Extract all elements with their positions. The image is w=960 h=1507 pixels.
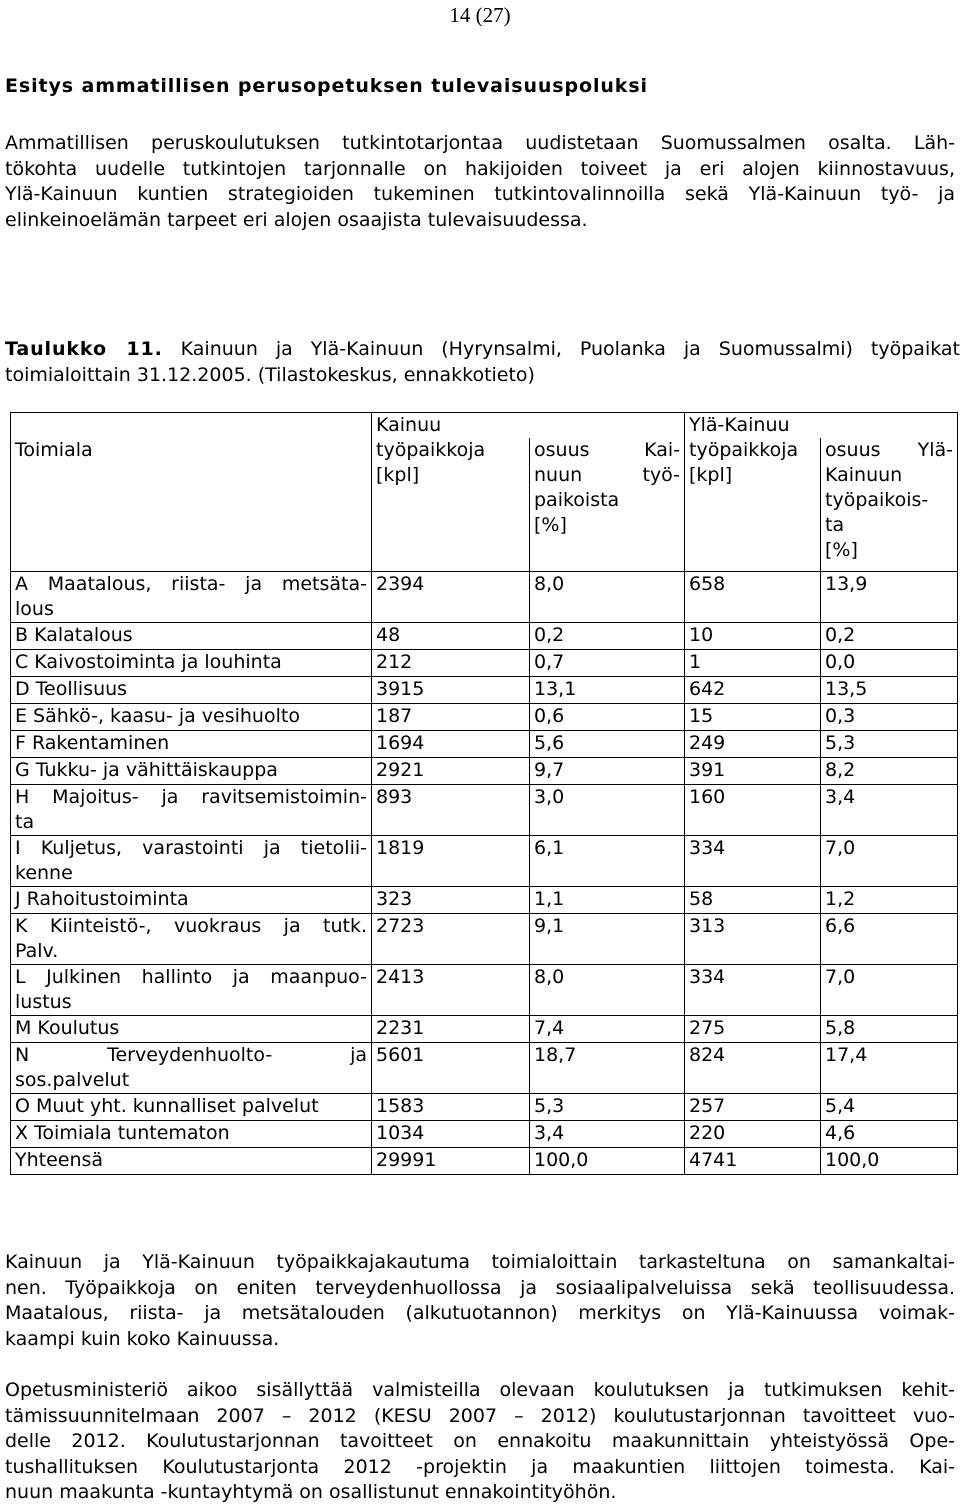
cell-ylakainuu-jobs: 313 — [685, 914, 821, 965]
paragraph-line: tämissuunnitelmaan 2007 – 2012 (KESU 2007 – 2012) koulutustarjonnan tavoitteet vuo- — [5, 1404, 955, 1427]
cell-ylakainuu-jobs: 658 — [685, 572, 821, 623]
cell-toimiala: B Kalatalous — [11, 623, 372, 650]
cell-kainuu-jobs: 893 — [372, 785, 530, 836]
cell-ylakainuu-share: 8,2 — [821, 758, 958, 785]
section-heading: Esitys ammatillisen perusopetuksen tulevaisuuspoluksi — [5, 75, 648, 97]
header-toimiala: Toimiala — [11, 438, 372, 572]
paragraph-line: Kainuun ja Ylä-Kainuun työpaikkajakautuma toimialoittain tarkasteltuna on samankaltai- — [5, 1251, 955, 1273]
cell-ylakainuu-jobs: 249 — [685, 731, 821, 758]
intro-paragraph — [5, 131, 955, 233]
cell-toimiala: E Sähkö-, kaasu- ja vesihuolto — [11, 704, 372, 731]
cell-ylakainuu-share: 100,0 — [821, 1148, 958, 1175]
cell-kainuu-share: 3,0 — [530, 785, 685, 836]
cell-toimiala: M Koulutus — [11, 1016, 372, 1043]
cell-kainuu-jobs: 3915 — [372, 677, 530, 704]
cell-ylakainuu-jobs: 642 — [685, 677, 821, 704]
table-row — [11, 914, 958, 965]
table-row — [11, 731, 958, 758]
caption-title: Kainuun ja Ylä-Kainuun (Hyrynsalmi, Puolanka ja Suomussalmi) työpaikat — [180, 338, 960, 360]
cell-ylakainuu-share: 3,4 — [821, 785, 958, 836]
cell-ylakainuu-jobs: 4741 — [685, 1148, 821, 1175]
paragraph-summary — [5, 1250, 955, 1352]
cell-kainuu-jobs: 1694 — [372, 731, 530, 758]
cell-kainuu-jobs: 5601 — [372, 1043, 530, 1094]
paragraph-line: tushallituksen Koulutustarjonta 2012 -projektin ja maakuntien liittojen toimesta. Kai- — [5, 1455, 955, 1478]
cell-kainuu-jobs: 48 — [372, 623, 530, 650]
cell-ylakainuu-share: 0,3 — [821, 704, 958, 731]
header-blank — [11, 413, 372, 439]
header-kainuu-share: osuus Kai- nuun työ- paikoista [%] — [530, 438, 685, 572]
cell-ylakainuu-share: 13,9 — [821, 572, 958, 623]
paragraph-ministry — [5, 1378, 955, 1506]
cell-kainuu-jobs: 2723 — [372, 914, 530, 965]
paragraph-line: kaampi kuin koko Kainuussa. — [5, 1327, 280, 1350]
cell-kainuu-share: 9,1 — [530, 914, 685, 965]
cell-kainuu-share: 8,0 — [530, 572, 685, 623]
cell-toimiala: H Majoitus- ja ravitsemistoimin- ta — [11, 785, 372, 836]
cell-ylakainuu-share: 6,6 — [821, 914, 958, 965]
caption-source: toimialoittain 31.12.2005. (Tilastokeskus, ennakkotieto) — [5, 363, 535, 386]
paragraph-line: delle 2012. Koulutustarjonnan tavoitteet on ennakoitu maakunnittain yhteistyössä Ope- — [5, 1430, 955, 1452]
cell-toimiala: X Toimiala tuntematon — [11, 1121, 372, 1148]
cell-ylakainuu-jobs: 160 — [685, 785, 821, 836]
cell-kainuu-jobs: 1819 — [372, 836, 530, 887]
table-row — [11, 785, 958, 836]
table-row — [11, 1043, 958, 1094]
cell-toimiala: A Maatalous, riista- ja metsäta- lous — [11, 572, 372, 623]
cell-ylakainuu-share: 7,0 — [821, 836, 958, 887]
table-row — [11, 1148, 958, 1175]
table-row — [11, 965, 958, 1016]
cell-kainuu-jobs: 1034 — [372, 1121, 530, 1148]
paragraph-line: nuun maakunta -kuntayhtymä on osallistunut ennakointityöhön. — [5, 1481, 617, 1503]
table-row — [11, 704, 958, 731]
cell-ylakainuu-jobs: 334 — [685, 965, 821, 1016]
cell-kainuu-share: 1,1 — [530, 887, 685, 914]
intro-line: tökohta uudelle tutkintojen tarjonnalle on hakijoiden toiveet ja eri alojen kiinnostavuus, — [5, 157, 955, 180]
caption-label: Taulukko 11. — [5, 338, 163, 360]
table-row — [11, 1016, 958, 1043]
table-row — [11, 836, 958, 887]
intro-line: Ylä-Kainuun kuntien strategioiden tukeminen tutkintovalinnoilla sekä Ylä-Kainuun työ- ja — [5, 183, 955, 205]
cell-toimiala: D Teollisuus — [11, 677, 372, 704]
cell-kainuu-share: 13,1 — [530, 677, 685, 704]
cell-kainuu-jobs: 323 — [372, 887, 530, 914]
cell-ylakainuu-share: 7,0 — [821, 965, 958, 1016]
header-group-kainuu: Kainuu — [372, 413, 530, 439]
cell-kainuu-share: 0,2 — [530, 623, 685, 650]
cell-toimiala: Yhteensä — [11, 1148, 372, 1175]
page-number: 14 (27) — [449, 3, 511, 27]
table-row — [11, 1121, 958, 1148]
cell-kainuu-share: 0,7 — [530, 650, 685, 677]
header-group-ylakainuu: Ylä-Kainuu — [685, 413, 821, 439]
paragraph-line: Maatalous, riista- ja metsätalouden (alkutuotannon) merkitys on Ylä-Kainuussa voimak- — [5, 1302, 955, 1324]
cell-ylakainuu-share: 5,4 — [821, 1094, 958, 1121]
cell-toimiala: L Julkinen hallinto ja maanpuo- lustus — [11, 965, 372, 1016]
table-row — [11, 1094, 958, 1121]
cell-kainuu-share: 9,7 — [530, 758, 685, 785]
cell-ylakainuu-jobs: 1 — [685, 650, 821, 677]
cell-ylakainuu-jobs: 391 — [685, 758, 821, 785]
cell-ylakainuu-jobs: 220 — [685, 1121, 821, 1148]
cell-kainuu-share: 8,0 — [530, 965, 685, 1016]
header-kainuu-jobs: työpaikkoja [kpl] — [372, 438, 530, 572]
cell-ylakainuu-share: 0,0 — [821, 650, 958, 677]
header-ylakainuu-jobs: työpaikkoja [kpl] — [685, 438, 821, 572]
table-row — [11, 650, 958, 677]
table-row — [11, 677, 958, 704]
cell-kainuu-jobs: 1583 — [372, 1094, 530, 1121]
cell-kainuu-share: 100,0 — [530, 1148, 685, 1175]
cell-kainuu-jobs: 2231 — [372, 1016, 530, 1043]
cell-kainuu-share: 0,6 — [530, 704, 685, 731]
cell-toimiala: K Kiinteistö-, vuokraus ja tutk. Palv. — [11, 914, 372, 965]
employment-table — [10, 412, 958, 1175]
cell-kainuu-jobs: 29991 — [372, 1148, 530, 1175]
cell-ylakainuu-share: 13,5 — [821, 677, 958, 704]
cell-kainuu-share: 6,1 — [530, 836, 685, 887]
cell-kainuu-jobs: 2921 — [372, 758, 530, 785]
cell-ylakainuu-jobs: 275 — [685, 1016, 821, 1043]
cell-kainuu-jobs: 2394 — [372, 572, 530, 623]
cell-ylakainuu-share: 5,8 — [821, 1016, 958, 1043]
cell-ylakainuu-share: 5,3 — [821, 731, 958, 758]
cell-ylakainuu-share: 0,2 — [821, 623, 958, 650]
header-ylakainuu-share: osuus Ylä- Kainuun työpaikois- ta [%] — [821, 438, 958, 572]
cell-ylakainuu-share: 1,2 — [821, 887, 958, 914]
cell-ylakainuu-jobs: 257 — [685, 1094, 821, 1121]
cell-kainuu-jobs: 212 — [372, 650, 530, 677]
cell-ylakainuu-jobs: 10 — [685, 623, 821, 650]
cell-kainuu-share: 7,4 — [530, 1016, 685, 1043]
intro-line: Ammatillisen peruskoulutuksen tutkintotarjontaa uudistetaan Suomussalmen osalta. Läh- — [5, 132, 955, 154]
cell-kainuu-share: 18,7 — [530, 1043, 685, 1094]
table-row — [11, 623, 958, 650]
intro-line: elinkeinoelämän tarpeet eri alojen osaajista tulevaisuudessa. — [5, 208, 588, 231]
paragraph-line: nen. Työpaikkoja on eniten terveydenhuollossa ja sosiaalipalveluissa sekä teollisuudessa. — [5, 1276, 955, 1299]
cell-kainuu-share: 5,3 — [530, 1094, 685, 1121]
table-row — [11, 887, 958, 914]
cell-toimiala: O Muut yht. kunnalliset palvelut — [11, 1094, 372, 1121]
cell-kainuu-jobs: 2413 — [372, 965, 530, 1016]
cell-toimiala: G Tukku- ja vähittäiskauppa — [11, 758, 372, 785]
cell-ylakainuu-share: 17,4 — [821, 1043, 958, 1094]
cell-kainuu-share: 3,4 — [530, 1121, 685, 1148]
cell-toimiala: J Rahoitustoiminta — [11, 887, 372, 914]
table-row — [11, 758, 958, 785]
table-caption — [5, 337, 960, 388]
cell-toimiala: N Terveydenhuolto- ja sos.palvelut — [11, 1043, 372, 1094]
cell-toimiala: C Kaivostoiminta ja louhinta — [11, 650, 372, 677]
cell-toimiala: F Rakentaminen — [11, 731, 372, 758]
cell-ylakainuu-jobs: 824 — [685, 1043, 821, 1094]
table-row — [11, 572, 958, 623]
cell-kainuu-share: 5,6 — [530, 731, 685, 758]
cell-ylakainuu-jobs: 58 — [685, 887, 821, 914]
cell-ylakainuu-jobs: 334 — [685, 836, 821, 887]
paragraph-line: Opetusministeriö aikoo sisällyttää valmisteilla olevaan koulutuksen ja tutkimuksen kehit- — [5, 1379, 955, 1401]
cell-kainuu-jobs: 187 — [372, 704, 530, 731]
cell-ylakainuu-jobs: 15 — [685, 704, 821, 731]
cell-ylakainuu-share: 4,6 — [821, 1121, 958, 1148]
cell-toimiala: I Kuljetus, varastointi ja tietolii- kenne — [11, 836, 372, 887]
